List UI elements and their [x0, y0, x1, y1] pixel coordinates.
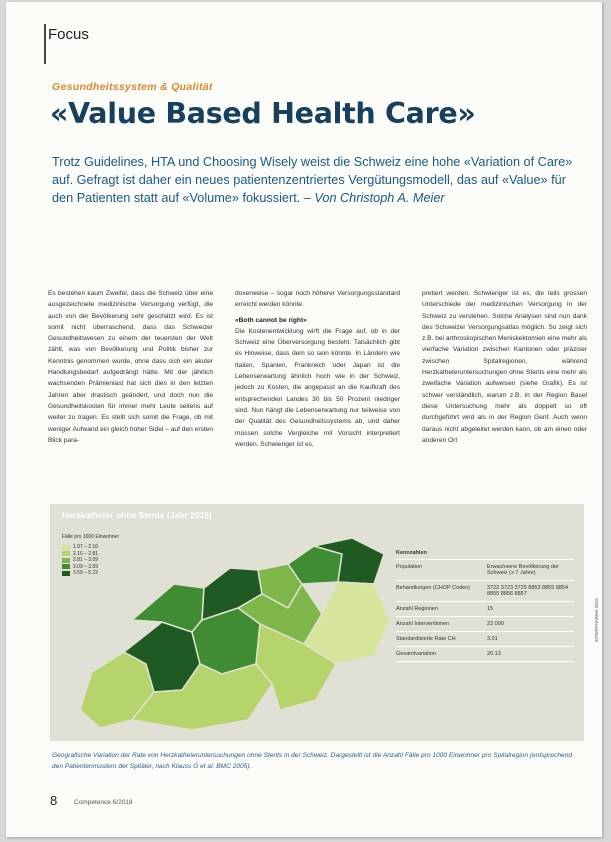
legend-swatch: [62, 545, 70, 550]
column-2-intro: doxerweise – sogar noch höherer Versorgungsstandard erreicht werden könnte.: [235, 290, 400, 309]
kennzahlen-key: Standardisierte Rate CH: [396, 636, 456, 642]
side-credit: INTERPHARMA 2016: [594, 598, 599, 642]
kennzahlen-key: Anzahl Regionen: [396, 606, 438, 612]
magazine-page: [6, 2, 602, 837]
legend-swatch: [62, 551, 70, 556]
kennzahlen-value: 15: [487, 606, 494, 612]
column-3-text: pretiert werden. Schwieriger ist es, die teils grossen Unterschiede der medizinischen Versorgung in der Schweiz zu verstehen. Solche Analysen sind nun dank des Schweizer Versorgungsatlas möglich. So zeigt sich z.B. bei arthroskopischen Meniskektomien eine mehr als vierfache Variation zwischen Kantonen oder präziser zwischen Spitalregionen, während Herzkatheteruntersuchungen ohne Stents eine mehr als zweifache Variation aufweisen (siehe Grafik). Es ist schwer verständlich, warum z.B. in der Region Basel diese Untersuchung mehr als doppelt so oft durchgeführt wird als in der Region Genf. Auch wenn daraus nicht abgeleitet werden kann, ob am einen oder anderen Ort: [422, 290, 587, 444]
legend-label: 3.59 – 5.22: [73, 570, 99, 577]
kennzahlen-row: [396, 617, 574, 632]
author-byline: Von Christoph A. Meier: [314, 191, 445, 205]
kennzahlen-value: Erwachsene Bevölkerung der Schweiz (≥ 7 Jahre): [487, 564, 559, 576]
figure-caption: Geografische Variation der Rate von Herzkatheteruntersuchungen ohne Stents in der Schweiz. Dargestellt ist die Anzahl Fälle pro 1000 Einwohner pro Spitalregion (entsprechend den Patientenmustern der Spitäler, nach Klauss G et al. BMC 2005).: [52, 752, 572, 770]
kennzahlen-value: 20.13: [487, 651, 501, 657]
legend-label: 1.97 – 2.16: [73, 544, 99, 551]
kennzahlen-row: [396, 647, 574, 662]
section-rule: [44, 24, 46, 64]
kennzahlen-value: 23 000: [487, 621, 504, 627]
legend-swatch: [62, 558, 70, 563]
map-legend: [62, 534, 119, 577]
body-column-2: [235, 288, 400, 450]
body-column-1: [48, 288, 213, 446]
journal-issue: Competence 6/2018: [74, 799, 133, 806]
page-number: 8: [50, 793, 58, 808]
legend-title: Fälle pro 1000 Einwohner: [62, 534, 119, 540]
legend-label: 3.09 – 3.59: [73, 563, 99, 570]
column-2-text: Die Kostenentwicklung wirft die Frage auf, ob in der Schweiz eine Überversorgung besteht. Tatsächlich gibt es Hinweise, dass dem so sein könnte. In Ländern wie Italien, Spanien, Frankreich oder Japan ist die Lebenserwartung ähnlich hoch wie in der Schweiz, jedoch zu Kosten, die angepasst an die Kaufkraft des entsprechenden Landes 30 bis 50 Prozent niedriger sind. Nun hängt die Lebenserwartung nur teilweise von der Qualität des Gesundheitssystems ab, und daher müssen solche Vergleiche mit Vorsicht interpretiert werden. Schwieriger ist es,: [235, 327, 400, 448]
legend-swatch: [62, 571, 70, 576]
legend-label: 2.16 – 2.81: [73, 550, 99, 557]
body-column-3: [422, 288, 587, 446]
kennzahlen-key: Population: [396, 564, 422, 570]
article-kicker: Gesundheitssystem & Qualität: [52, 81, 213, 93]
section-label: Focus: [48, 26, 89, 43]
kennzahlen-value: 3.01: [487, 636, 498, 642]
kennzahlen-row: [396, 632, 574, 647]
kennzahlen-heading: Kennzahlen: [396, 550, 574, 560]
kennzahlen-key: Behandlungen (CHOP Codes): [396, 585, 470, 591]
column-2-subheading: «Both cannot be right»: [235, 316, 307, 324]
kennzahlen-key: Anzahl Interventionen: [396, 621, 450, 627]
column-1-text: Es bestehen kaum Zweifel, dass die Schweiz über eine ausgezeichnete medizinische Versorgung verfügt, die auch von der Bevölkerung sehr geschätzt wird. Es ist somit nicht überraschend, dass das Schweizer Gesundheitswesen zu einem der teuersten der Welt zählt, was von Bevölkerung und Politik bisher zur Kenntnis genommen wurde, ohne dass sich ein akuter Handlungsbedarf aufgedrängt hätte. Mit der jährlich wachsenden Prämienlast hat sich dies in den letzten Jahren aber drastisch geändert, und doch nun die Gesundheitskosten für immer mehr Leute seitens auf weiter zu tragen. Es stellt sich somit die Frage, ob mit weniger Aufwand ein gleich hoher Sidei – auf den ersten Blick para-: [48, 290, 213, 444]
kennzahlen-table: [396, 550, 574, 662]
article-lead: [52, 153, 584, 207]
map-figure: [50, 504, 584, 741]
kennzahlen-row: [396, 602, 574, 617]
kennzahlen-row: [396, 581, 574, 602]
article-title: «Value Based Health Care»: [50, 97, 476, 130]
kennzahlen-key: Gesamtvariation: [396, 651, 437, 657]
lead-text: Trotz Guidelines, HTA und Choosing Wisely weist die Schweiz eine hohe «Variation of Care» auf. Gefragt ist daher ein neues patientenzentriertes Vergütungsmodell, das auf «Value» für den Patienten statt auf «Volume» fokussiert. –: [52, 155, 573, 205]
legend-swatch: [62, 564, 70, 569]
kennzahlen-value: 3722 3723 3725 8853 8855 8854 8855 8856 8857: [487, 585, 569, 597]
kennzahlen-row: [396, 560, 574, 581]
legend-item: [62, 570, 119, 577]
figure-title: Herzkatheter ohne Stents (Jahr 2015): [62, 510, 212, 520]
legend-label: 2.81 – 3.09: [73, 557, 99, 564]
